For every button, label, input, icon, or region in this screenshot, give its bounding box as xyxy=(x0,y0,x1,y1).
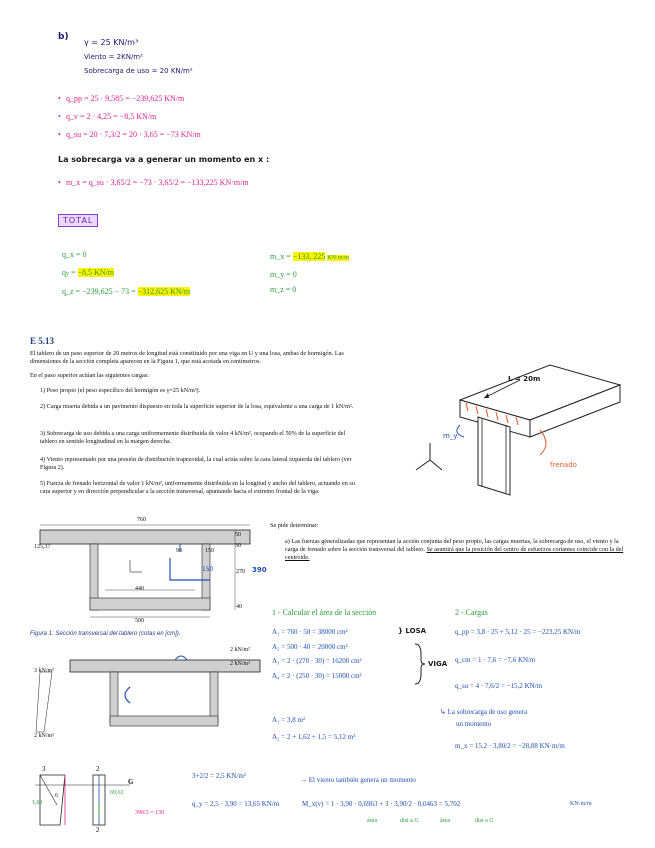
tri-six: 6 xyxy=(55,793,58,799)
brace-area-2: área xyxy=(440,818,450,824)
qsu-calc: q_su = 4 · 7,6/2 = −15,2 KN/m xyxy=(455,682,543,690)
wind-2-mid: 2 kN/m² xyxy=(230,661,250,667)
my-total: m_y = 0 xyxy=(270,270,297,279)
dim-90: 90 xyxy=(176,548,182,554)
qy-total: qy = −8,5 KN/m xyxy=(62,268,115,277)
bullet: • xyxy=(58,94,61,103)
length-label: L = 20m xyxy=(508,375,541,383)
mxv-unit: KN·m/m xyxy=(570,801,592,807)
load-item: 4) Viento representado por una presión de distribución trapezoidal, la cual actúa sobre la cara lateral izquierda del tablero (ver Figura 2). xyxy=(40,456,352,471)
load-item: 1) Peso propio (el peso específico del hormigón es γ=25 kN/m³). xyxy=(40,387,201,394)
qsu-line: q_su = 20 · 7,3/2 = 20 · 3,65 = −73 KN/m xyxy=(66,130,201,139)
qpp-line: q_pp = 25 · 9,585 = −239,625 KN/m xyxy=(66,94,185,103)
wind-figure xyxy=(30,642,265,737)
qx-total: q_x = 0 xyxy=(62,250,87,259)
deck-3d-sketch xyxy=(400,345,640,505)
total-box: TOTAL xyxy=(58,214,98,227)
load-item: 5) Fuerza de frenado horizontal de valor 1 kN/m², uniformemente distribuida en la longitud y ancho del tablero, actuando en su cara superior y en dirección perpendicular a la sección transversal, apuntando hacia el extremo frontal de la viga. xyxy=(40,480,355,495)
brace-area-1: área xyxy=(367,818,377,824)
area-1: A₁ = 760 · 50 = 38000 cm² xyxy=(272,628,348,636)
wind-2-top: 2 kN/m² xyxy=(230,647,250,653)
dim-390: 390 xyxy=(252,566,267,574)
area-viga-m2: A₂ = 2 + 1,62 + 1,5 = 5,12 m² xyxy=(272,733,356,741)
tri-left: 1,63 xyxy=(32,800,43,806)
bullet: • xyxy=(58,130,61,139)
su-note-1: ↳ La sobrecarga de uso genera xyxy=(440,708,528,716)
ask-a: a) Las fuerzas generalizadas que representan la acción conjunta del peso propio, las cargas muertas, la sobrecarga de uso, el viento y la carga de frenado sobre la sección transversal del tablero. Se asumirá que la posición del centro de esfuerzos cortantes coincide con la del centroide. xyxy=(285,538,624,561)
mx-total: m_x = −133, 225 KN·m/m xyxy=(270,252,349,261)
exercise-intro: El tablero de un paso superior de 20 metros de longitud está constituido por una viga en U y una losa, ambas de hormigón. Las dimensiones de la sección completa aparecen en la Figura 1, que está acotada en centímetros. xyxy=(30,350,344,365)
qcm-calc: q_cm = 1 · 7,6 = −7,6 KN/m xyxy=(455,656,536,664)
losa-label: } LOSA xyxy=(398,627,427,635)
load-item: 3) Sobrecarga de uso debida a una carga uniformemente distribuida de valor 4 kN/m², ocupando el 50% de la superficie del tablero en sentido longitudinal en la margen derecha. xyxy=(40,430,346,445)
moment-note: La sobrecarga va a generar un momento en x : xyxy=(58,155,270,164)
qy-calc: q_y = 2,5 · 3,90 = 13,65 KN/m xyxy=(192,800,280,808)
tri-bot: 2 xyxy=(96,826,100,834)
dim-40: 40 xyxy=(236,604,242,610)
dim-440: 440 xyxy=(135,586,144,592)
brace-dist-1: dist a G xyxy=(400,818,419,824)
wind-note: → El viento también genera un momento xyxy=(300,776,416,784)
dim-30: 30 xyxy=(235,543,241,549)
exercise-title: E 5.13 xyxy=(30,336,55,346)
my-label: m_y xyxy=(443,432,458,440)
area-2: A₂ = 500 · 40 = 20000 cm² xyxy=(272,643,348,651)
brace-dist-2: dist a G xyxy=(475,818,494,824)
dim-270: 270 xyxy=(236,569,245,575)
qw-frac: 3+2/2 = 2,5 KN/m² xyxy=(192,772,246,780)
dim-760: 760 xyxy=(137,517,146,523)
tri-g: G xyxy=(128,778,134,786)
figure-caption: Figura 1: Sección transversal del tablero (cotas en [cm]). xyxy=(30,631,181,637)
cross-section-figure xyxy=(30,520,265,625)
area-3: A₃ = 2 · (270 · 30) = 16200 cm² xyxy=(272,657,362,665)
tri-top: 3 xyxy=(42,765,46,773)
qpp-calc: q_pp = 3,8 · 25 + 5,12 · 25 = −223,25 KN/m xyxy=(455,628,581,636)
dim-50: 50 xyxy=(235,532,241,538)
su-note-2: un momento xyxy=(456,720,492,728)
viento-line: Viento = 2KN/m² xyxy=(84,53,143,61)
dim-500: 500 xyxy=(135,618,144,624)
dim-150-blue: 150 xyxy=(202,566,214,573)
tri-right: 69,63 xyxy=(110,790,124,796)
tri-frac: 390/3 = 130 xyxy=(135,810,165,816)
qv-line: q_v = 2 · 4,25 = −8,5 KN/m xyxy=(66,112,157,121)
wind-2-bot: 2 kN/m² xyxy=(34,733,54,739)
dim-150: 150 xyxy=(205,548,214,554)
sobrecarga-line: Sobrecarga de uso = 20 KN/m² xyxy=(84,67,193,75)
exercise-loads-intro: En el paso superior actúan las siguientes cargas: xyxy=(30,372,149,379)
tri-bot-top: 2 xyxy=(96,765,100,773)
part-label: b) xyxy=(58,32,69,42)
area-4: A₄ = 2 · (250 · 30) = 15000 cm² xyxy=(272,672,362,680)
calc-heading-1: 1 - Calcular el área de la sección xyxy=(272,608,377,617)
gamma-line: γ = 25 KN/m³ xyxy=(84,38,139,47)
bullet: • xyxy=(58,178,61,187)
wind-load-sketch xyxy=(35,765,135,837)
frenado-label: frenado xyxy=(550,461,577,469)
ask-title: Se pide determinar: xyxy=(270,522,319,529)
mxv-calc: M_x(v) = 1 · 3,90 · 0,6963 + 3 · 3,90/2 · 0,0463 = 5,702 xyxy=(302,800,461,808)
viga-label: VIGA xyxy=(428,660,448,668)
viga-brace xyxy=(413,644,425,684)
mx-line: m_x = q_su · 3,65/2 = −73 · 3,65/2 = −133,225 KN·m/m xyxy=(66,178,249,187)
bullet: • xyxy=(58,112,61,121)
load-item: 2) Carga muerta debida a un pavimento dispuesto en toda la superficie superior de la losa, equivalente a una carga de 1 kN/m². xyxy=(40,403,354,410)
wind-3: 3 kN/m² xyxy=(34,668,54,674)
qz-total: q_z = −239,625 − 73 = −312,625 KN/m xyxy=(62,287,191,296)
calc-heading-2: 2 - Cargas xyxy=(455,608,488,617)
mz-total: m_z = 0 xyxy=(270,285,297,294)
area-losa-m2: A₁ = 3,8 m² xyxy=(272,716,305,724)
mx-calc: m_x = 15,2 · 3,80/2 = −28,88 KN·m/m xyxy=(455,742,565,750)
dim-125: 125,37 xyxy=(34,544,51,550)
